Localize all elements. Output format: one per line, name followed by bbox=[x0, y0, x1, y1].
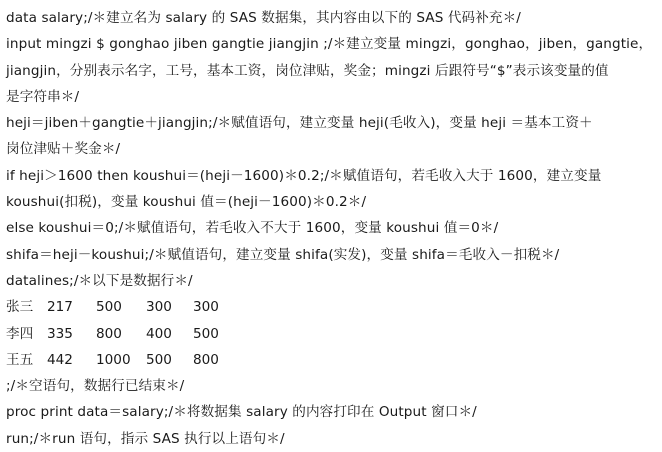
data-row bbox=[6, 294, 658, 320]
data-cell-name: 王五 bbox=[6, 351, 34, 368]
code-line-run: run;/＊run 语句，指示 SAS 执行以上语句＊/ bbox=[6, 430, 285, 447]
data-cell-gonghao: 442 bbox=[47, 351, 73, 368]
code-line-input-comment-continued: jiangjin，分别表示名字，工号，基本工资，岗位津贴，奖金；mingzi 后跟符号“$”表示该变量的值 bbox=[6, 62, 609, 79]
data-cell-jiben: 1000 bbox=[96, 351, 131, 368]
data-cell-jiben: 800 bbox=[96, 325, 122, 342]
data-cell-jiangjin: 300 bbox=[193, 299, 219, 316]
data-cell-gangtie: 300 bbox=[146, 299, 172, 316]
data-cell-jiangjin: 500 bbox=[193, 325, 219, 342]
data-cell-jiben: 500 bbox=[96, 299, 122, 316]
data-row bbox=[6, 321, 658, 347]
data-cell-name: 张三 bbox=[6, 299, 34, 316]
code-line-shifa-assignment: shifa＝heji－koushui;/＊赋值语句，建立变量 shifa(实发)，变量 shifa＝毛收入－扣税＊/ bbox=[6, 246, 560, 263]
data-cell-gonghao: 335 bbox=[47, 325, 73, 342]
data-cell-gonghao: 217 bbox=[47, 299, 73, 316]
code-line-null-statement: ;/＊空语句，数据行已结束＊/ bbox=[6, 378, 185, 395]
code-line-data-statement: data salary;/＊建立名为 salary 的 SAS 数据集，其内容由以下的 SAS 代码补充＊/ bbox=[6, 10, 521, 26]
code-line-if-comment-end: koushui(扣税)，变量 koushui 值＝(heji－1600)＊0.2＊/ bbox=[6, 194, 367, 211]
code-line-proc-print: proc print data＝salary;/＊将数据集 salary 的内容打印在 Output 窗口＊/ bbox=[6, 404, 477, 421]
data-cell-jiangjin: 800 bbox=[193, 351, 219, 368]
code-line-datalines: datalines;/＊以下是数据行＊/ bbox=[6, 272, 193, 289]
code-line-input-comment-end: 是字符串＊/ bbox=[6, 88, 80, 105]
data-row bbox=[6, 347, 658, 373]
data-cell-gangtie: 500 bbox=[146, 351, 172, 368]
code-line-heji-assignment: heji＝jiben＋gangtie＋jiangjin;/＊赋值语句，建立变量 heji(毛收入)，变量 heji ＝基本工资＋ bbox=[6, 115, 593, 132]
data-cell-name: 李四 bbox=[6, 325, 34, 342]
code-line-if-statement: if heji＞1600 then koushui＝(heji－1600)＊0.2;/＊赋值语句，若毛收入大于 1600，建立变量 bbox=[6, 167, 602, 184]
code-line-heji-comment-end: 岗位津贴＋奖金＊/ bbox=[6, 141, 121, 158]
sas-code-document bbox=[6, 5, 658, 452]
code-line-else-statement: else koushui＝0;/＊赋值语句，若毛收入不大于 1600，变量 koushui 值＝0＊/ bbox=[6, 220, 499, 237]
code-line-input-statement: input mingzi $ gonghao jiben gangtie jiangjin ;/＊建立变量 mingzi，gonghao，jiben，gangtie， bbox=[6, 36, 653, 53]
data-cell-gangtie: 400 bbox=[146, 325, 172, 342]
